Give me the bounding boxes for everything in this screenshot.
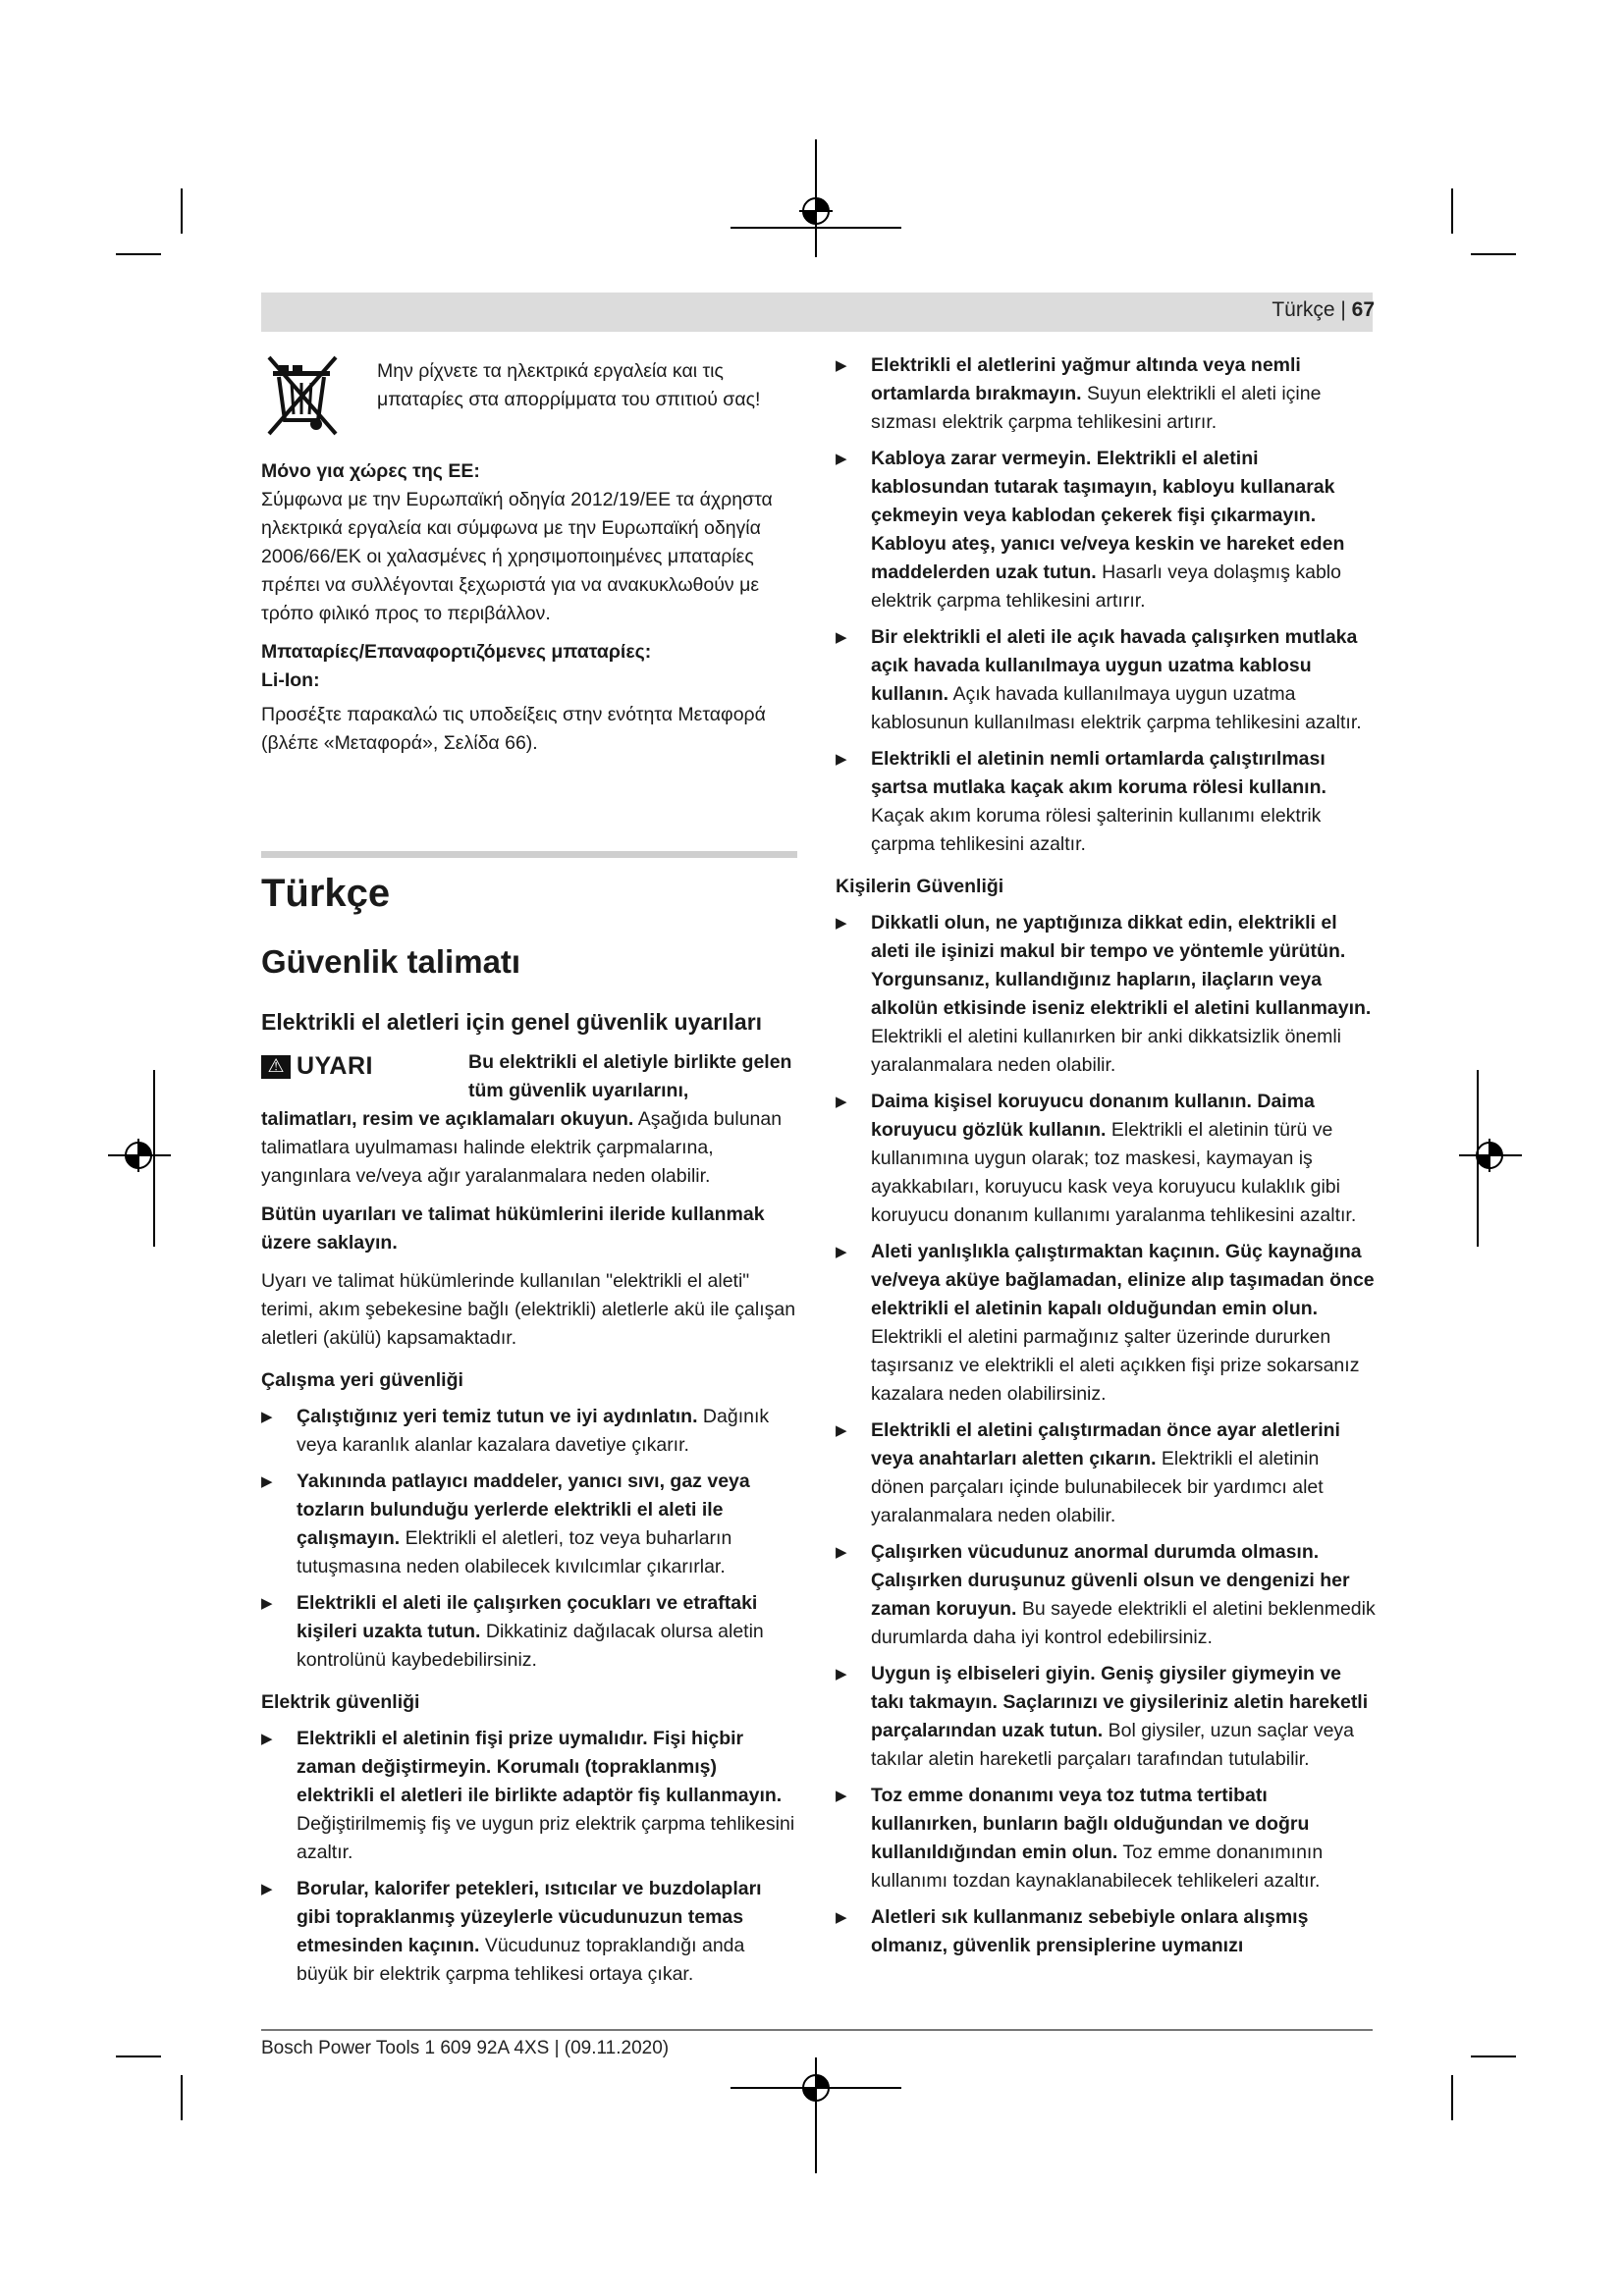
registration-mark-icon: [1473, 1139, 1506, 1172]
safety-bullet-item: [261, 1725, 797, 1867]
weee-notice: [261, 353, 797, 438]
safety-bullet-item: [836, 909, 1377, 1080]
safety-title: Güvenlik talimatı: [261, 943, 521, 980]
eu-heading: Μόνο για χώρες της ΕΕ:: [261, 460, 480, 482]
header-section: Türkçe |: [1272, 298, 1346, 321]
safety-bullet-item: [836, 1903, 1377, 1960]
section-divider: [261, 851, 797, 858]
warning-intro: Bu elektrikli el aletiyle birlikte gelen tüm güvenlik uyarılarını,: [468, 1051, 792, 1101]
bullet-text: Elektrikli el aletleri, toz veya buharların tutuşmasına neden olabilecek kıvılcımlar çıkarırlar.: [297, 1527, 732, 1577]
bullet-bold-text: Elektrikli el aleti ile çalışırken çocukları ve etraftaki kişileri uzakta tutun.: [297, 1592, 758, 1642]
electrical-list-part1: [261, 1725, 797, 1989]
bullet-text: Vücudunuz topraklandığı anda büyük bir elektrik çarpma tehlikesi ortaya çıkar.: [297, 1935, 745, 1985]
safety-bullet-item: [836, 623, 1377, 737]
bullet-bold-text: Çalıştığınız yeri temiz tutun ve iyi aydınlatın.: [297, 1406, 698, 1427]
weee-text: Μην ρίχνετε τα ηλεκτρικά εργαλεία και τις μπαταρίες στα απορρίμματα του σπιτιού σας!: [377, 360, 761, 410]
safety-bullet-item: [261, 1468, 797, 1581]
crop-mark: [1451, 188, 1453, 234]
bullet-text: Dağınık veya karanlık alanlar kazalara davetiye çıkarır.: [297, 1406, 770, 1456]
bullet-bold-text: Elektrikli el aletini çalıştırmadan önce ayar aletlerini veya anahtarları aletten çıkarın.: [871, 1419, 1340, 1469]
bullet-bold-text: Dikkatli olun, ne yaptığınıza dikkat edin, elektrikli el aleti ile işinizi makul bir tempo ve yöntemle yürütün. Yorgunsanız, kullandığınız hapların, ilaçların veya alkolün etkisinde iseniz elektrikli el aletini kullanmayın.: [871, 912, 1372, 1019]
crop-mark: [1471, 2056, 1516, 2057]
bullet-bold-text: Daima kişisel koruyucu donanım kullanın. Daima koruyucu gözlük kullanın.: [871, 1091, 1315, 1141]
safety-bullet-item: [836, 1238, 1377, 1409]
bullet-text: Suyun elektrikli el aleti içine sızması elektrik çarpma tehlikesini artırır.: [871, 383, 1322, 433]
left-column: [261, 351, 797, 1989]
electrical-heading: Elektrik güvenliği: [261, 1691, 420, 1713]
registration-mark-icon: [122, 1139, 155, 1172]
bullet-bold-text: Elektrikli el aletinin fişi prize uymalıdır. Fişi hiçbir zaman değiştirmeyin. Korumalı (topraklanmış) elektrikli el aletleri ile birlikte adaptör fiş kullanmayın.: [297, 1728, 783, 1806]
bullet-bold-text: Bir elektrikli el aleti ile açık havada çalışırken mutlaka açık havada kullanılmaya uygun uzatma kablosu kullanın.: [871, 626, 1358, 705]
page-header-bar: [261, 293, 1373, 332]
registration-mark-icon: [799, 2071, 833, 2105]
footer-text: Bosch Power Tools 1 609 92A 4XS | (09.11.2020): [261, 2038, 670, 2058]
footer-rule: [261, 2029, 1373, 2031]
registration-mark-icon: [799, 194, 833, 228]
bullet-bold-text: Borular, kalorifer petekleri, ısıtıcılar ve buzdolapları gibi topraklanmış yüzeylerle vücudunuzun temas etmesinden kaçının.: [297, 1878, 762, 1956]
bullet-text: Toz emme donanımının kullanımı tozdan kaynaklanabilecek tehlikeleri azaltır.: [871, 1842, 1324, 1892]
bullet-text: Elektrikli el aletini parmağınız şalter üzerinde dururken taşırsanız ve elektrikli el aleti açıkken fişi prize sokarsanız kazalara neden olabilirsiniz.: [871, 1326, 1360, 1405]
bullet-text: Bu sayede elektrikli el aletini beklenmedik durumlarda daha iyi kontrol edebilirsiniz.: [871, 1598, 1376, 1648]
bullet-text: Elektrikli el aletini kullanırken bir anki dikkatsizlik önemli yaralanmalara neden olabilir.: [871, 1026, 1342, 1076]
warning-intro-bold: talimatları, resim ve açıklamaları okuyun.: [261, 1108, 634, 1130]
page-number: 67: [1351, 298, 1375, 321]
warning-block: [261, 1048, 797, 1105]
bullet-text: Kaçak akım koruma rölesi şalterinin kullanımı elektrik çarpma tehlikesini azaltır.: [871, 805, 1322, 855]
crop-mark: [1451, 2075, 1453, 2120]
crop-mark: [181, 2075, 183, 2120]
personal-safety-list: [836, 909, 1377, 1960]
work-area-list: [261, 1403, 797, 1675]
bullet-text: Bol giysiler, uzun saçlar veya takılar aletin hareketli parçaları tarafından tutulabilir.: [871, 1720, 1355, 1770]
warning-intro-text: Aşağıda bulunan talimatlara uyulmaması halinde elektrik çarpmalarına, yangınlara ve/veya ağır yaralanmalara neden olabilir.: [261, 1108, 783, 1187]
electrical-list-part2: [836, 351, 1377, 859]
crop-mark: [116, 2056, 161, 2057]
warning-badge: [261, 1052, 373, 1081]
crop-mark: [1471, 253, 1516, 255]
crop-mark: [116, 253, 161, 255]
safety-bullet-item: [836, 445, 1377, 615]
liion-heading: Li-Ion:: [261, 669, 320, 691]
personal-safety-heading: Kişilerin Güvenliği: [836, 876, 1004, 897]
safety-bullet-item: [836, 1538, 1377, 1652]
safety-bullet-item: [836, 1782, 1377, 1896]
right-column: [836, 351, 1377, 1960]
safety-bullet-item: [836, 745, 1377, 859]
bullet-text: Açık havada kullanılmaya uygun uzatma kablosunun kullanılması elektrik çarpma tehlikesini azaltır.: [871, 683, 1362, 733]
warning-triangle-icon: ⚠: [261, 1055, 291, 1079]
eu-text: Σύμφωνα με την Ευρωπαϊκή οδηγία 2012/19/ΕΕ τα άχρηστα ηλεκτρικά εργαλεία και σύμφωνα με την Ευρωπαϊκή οδηγία 2006/66/ΕΚ οι χαλασμένες ή χρησιμοποιημένες μπαταρίες πρέπει να συλλέγονται ξεχωριστά για να ανακυκλωθούν με τρόπο φιλικό προς το περιβάλλον.: [261, 489, 773, 624]
bullet-text: Dikkatiniz dağılacak olursa aletin kontrolünü kaybedebilirsiniz.: [297, 1621, 764, 1671]
language-title: Türkçe: [261, 872, 391, 915]
work-area-heading: Çalışma yeri güvenliği: [261, 1369, 463, 1391]
bullet-bold-text: Uygun iş elbiseleri giyin. Geniş giysiler giymeyin ve takı takmayın. Saçlarınızı ve giysileriniz aletin hareketli parçalarından uzak tutun.: [871, 1663, 1369, 1741]
page-header: [1272, 298, 1375, 322]
safety-bullet-item: [261, 1589, 797, 1675]
bullet-bold-text: Yakınında patlayıcı maddeler, yanıcı sıvı, gaz veya tozların bulunduğu yerlerde elektrikli el aleti ile çalışmayın.: [297, 1470, 750, 1549]
safety-bullet-item: [836, 1088, 1377, 1230]
safety-bullet-item: [836, 1660, 1377, 1774]
bullet-bold-text: Aleti yanlışlıkla çalıştırmaktan kaçının. Güç kaynağına ve/veya aküye bağlamadan, elinize alıp taşımadan önce elektrikli el aletinin kapalı olduğundan emin olun.: [871, 1241, 1375, 1319]
safety-bullet-item: [836, 351, 1377, 437]
crop-mark: [181, 188, 183, 234]
bullet-text: Elektrikli el aletinin dönen parçaları içinde bulunabilecek bir yardımcı alet yaralanmalara neden olabilir.: [871, 1448, 1324, 1526]
term-note: Uyarı ve talimat hükümlerinde kullanılan "elektrikli el aleti" terimi, akım şebekesine bağlı (elektrikli) aletlerle akü ile çalışan aletleri (akülü) kapsamaktadır.: [261, 1270, 796, 1349]
bullet-text: Değiştirilmemiş fiş ve uygun priz elektrik çarpma tehlikesini azaltır.: [297, 1813, 795, 1863]
bullet-bold-text: Çalışırken vücudunuz anormal durumda olmasın. Çalışırken duruşunuz güvenli olsun ve dengenizi her zaman koruyun.: [871, 1541, 1350, 1620]
bullet-bold-text: Elektrikli el aletlerini yağmur altında veya nemli ortamlarda bırakmayın.: [871, 354, 1301, 404]
bullet-text: Elektrikli el aletinin türü ve kullanımına uygun olarak; toz maskesi, kaymayan iş ayakkabıları, koruyucu kask veya koruyucu kulaklık gibi koruyucu donanım kullanımı yaralanma tehlikesini azaltır.: [871, 1119, 1357, 1226]
bullet-bold-text: Toz emme donanımı veya toz tutma tertibatı kullanırken, bunların bağlı olduğundan ve doğru kullanıldığından emin olun.: [871, 1785, 1310, 1863]
keep-instructions: Bütün uyarıları ve talimat hükümlerini ileride kullanmak üzere saklayın.: [261, 1203, 765, 1254]
safety-bullet-item: [261, 1403, 797, 1460]
bullet-bold-text: Kabloya zarar vermeyin. Elektrikli el aletini kablosundan tutarak taşımayın, kabloyu kullanarak çekmeyin veya kablodan çekerek fişi çıkarmayın. Kabloyu ateş, yanıcı ve/veya keskin ve hareket eden maddelerden uzak tutun.: [871, 448, 1345, 583]
warning-label: UYARI: [297, 1052, 373, 1080]
bullet-bold-text: Elektrikli el aletinin nemli ortamlarda çalıştırılması şartsa mutlaka kaçak akım koruma rölesi kullanın.: [871, 748, 1326, 798]
safety-bullet-item: [261, 1875, 797, 1989]
bullet-bold-text: Aletleri sık kullanmanız sebebiyle onlara alışmış olmanız, güvenlik prensiplerine uymanızı: [871, 1906, 1309, 1956]
safety-bullet-item: [836, 1416, 1377, 1530]
battery-heading: Μπαταρίες/Επαναφορτιζόμενες μπαταρίες:: [261, 641, 652, 663]
warning-intro-continued: [261, 1105, 797, 1191]
general-warnings-heading: Elektrikli el aletleri için genel güvenlik uyarıları: [261, 1009, 763, 1035]
crossed-out-wheelie-bin-icon: [265, 353, 340, 438]
bullet-text: Hasarlı veya dolaşmış kablo elektrik çarpma tehlikesini artırır.: [871, 561, 1341, 612]
liion-text: Προσέξτε παρακαλώ τις υποδείξεις στην ενότητα Μεταφορά (βλέπε «Μεταφορά», Σελίδα 66).: [261, 704, 766, 754]
